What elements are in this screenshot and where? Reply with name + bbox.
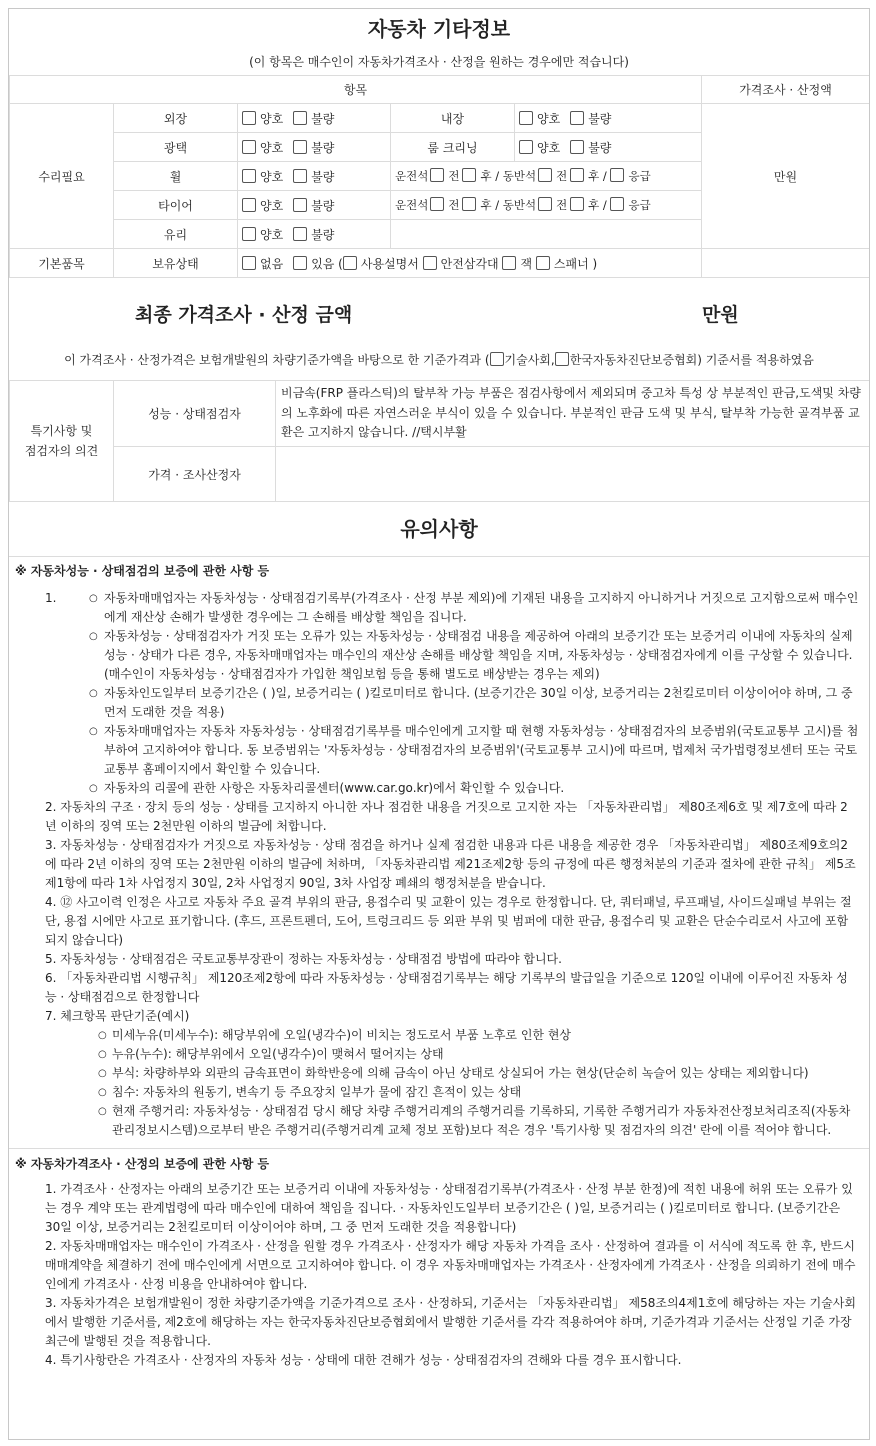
gloss-options: 양호 불량 <box>238 133 391 162</box>
label-room-cleaning: 룸 크리닝 <box>391 133 515 162</box>
note-4: 4. ⑫ 사고이력 인정은 사고로 자동차 주요 골격 부위의 판금, 용접수리 및 교환이 있는 경우로 한정합니다. 단, 쿼터패널, 루프패널, 사이드실패널 부위는 절단, 용접 시에만 사고로 표기합니다. (후드, 프론트펜더, 도어, 트렁크리드 등 외판 부위 및 범퍼에 대한 판금, 용접수리 및 교환은 단순수리로서 사고에 포함되지 않습니다) <box>45 895 852 947</box>
tire-passenger-front-checkbox[interactable] <box>538 197 552 211</box>
glass-empty-cell <box>391 220 702 249</box>
glass-bad-checkbox[interactable] <box>293 227 307 241</box>
price-note-3: 3. 자동차가격은 보험개발원이 정한 차량기준가액을 기준가격으로 조사 · 산정하되, 기준서는 「자동차관리법」 제58조의4제1호에 해당하는 자는 기술사회에서 발행한 기준서를, 제2호에 해당하는 자는 한국자동차진단보증협회에서 발행한 기준서를 각각 적용하여야 하며, 기준가격과 기준서는 산정일 기준 가장 최근에 발행된 것을 적용합니다. <box>45 1296 856 1348</box>
check-criteria-item: ○ 미세누유(미세누수): 해당부위에 오일(냉각수)이 비치는 정도로서 부품 노후로 인한 현상 <box>9 1026 869 1045</box>
interior-good-checkbox[interactable] <box>519 111 533 125</box>
note-1-bullet: ○ 자동차성능 · 상태점검자가 거짓 또는 오류가 있는 자동차성능 · 상태점검 내용을 제공하여 아래의 보증기간 또는 보증거리 이내에 자동차의 실제 성능 · 상태가 다른 경우, 자동차매매업자는 매수인의 재산상 손해를 배상할 책임을 지며, 자동차성능 · 상태점검자에게 이를 구상할 수 있습니다.(매수인이 자동차성능 · 상태점검자가 가입한 책임보험 등을 통해 별도로 배상받는 경우는 제외) <box>89 629 853 681</box>
perf-inspector-opinion: 비금속(FRP 플라스틱)의 탈부착 가능 부품은 점검사항에서 제외되며 중고차 특성 상 부분적인 판금,도색및 차량의 노후화에 따른 자연스러운 부식이 있을 수 있습니다. 부분적인 판금 도색 및 부식, 탈부착 가능한 골격부품 교환은 고지하지 않습니다. //택시부활 <box>276 381 870 447</box>
note-1-bullet: 1. ○ 자동차매매업자는 자동차성능 · 상태점검기록부(가격조사 · 산정 부분 제외)에 기재된 내용을 고지하지 아니하거나 거짓으로 고지함으로써 매수인에게 재산상 손해가 발생한 경우에는 그 손해를 배상할 책임을 집니다. <box>45 591 859 624</box>
note-6: 6. 「자동차관리법 시행규칙」 제120조제2항에 따라 자동차성능 · 상태점검기록부는 해당 기록부의 발급일을 기준으로 120일 이내에 이루어진 자동차 성능 · 상태점검으로 한정합니다 <box>45 971 848 1004</box>
exterior-options: 양호 불량 <box>238 104 391 133</box>
repair-needed-label: 수리필요 <box>10 104 114 249</box>
bullet-icon: ○ <box>98 1068 107 1079</box>
glass-good-checkbox[interactable] <box>242 227 256 241</box>
check-criteria-item: ○ 현재 주행거리: 자동차성능 · 상태점검 당시 해당 차량 주행거리계의 주행거리를 기록하되, 기록한 주행거리가 자동차전산정보처리조직(자동차관리정보시스템)으로부터 받은 주행거리(주행거리계 교체 정보 포함)보다 적은 경우 '특기사항 및 점검자의 의견' 란에 이를 적어야 합니다. <box>98 1104 851 1137</box>
col-header-item: 항목 <box>10 76 702 104</box>
triangle-checkbox[interactable] <box>423 256 437 270</box>
room-cleaning-good-checkbox[interactable] <box>519 140 533 154</box>
exterior-bad-checkbox[interactable] <box>293 111 307 125</box>
room-cleaning-bad-checkbox[interactable] <box>570 140 584 154</box>
notes-body <box>9 557 869 1370</box>
tire-spare-checkbox[interactable] <box>610 197 624 211</box>
note-1-bullet: ○ 자동차매매업자는 자동차 자동차성능 · 상태점검기록부를 매수인에게 고지할 때 현행 자동차성능 · 상태점검자의 보증범위(국토교통부 고시)를 첨부하여 고지하여야 합니다. 동 보증범위는 '자동차성능 · 상태점검자의 보증범위'(국토교통부 고시)에 따르며, 법제처 국가법령정보센터 또는 국토교통부 홈페이지에서 확인할 수 있습니다. <box>89 724 859 776</box>
spanner-checkbox[interactable] <box>536 256 550 270</box>
final-price-section <box>9 278 869 340</box>
manual-checkbox[interactable] <box>343 256 357 270</box>
check-criteria-item: ○ 누유(누수): 해당부위에서 오일(냉각수)이 맺혀서 떨어지는 상태 <box>9 1045 869 1064</box>
tire-options: 양호 불량 <box>238 191 391 220</box>
bullet-icon: ○ <box>89 593 98 604</box>
wheel-driver-front-checkbox[interactable] <box>430 168 444 182</box>
note-1-number: 1. <box>45 591 57 605</box>
label-gloss: 광택 <box>114 133 238 162</box>
bullet-icon: ○ <box>98 1049 107 1060</box>
note-2: 2. 자동차의 구조 · 장치 등의 성능 · 상태를 고지하지 아니한 자나 점검한 내용을 거짓으로 고지한 자는 「자동차관리법」 제80조제6호 및 제7호에 따라 2년 이하의 징역 또는 2천만원 이하의 벌금에 처합니다. <box>45 800 848 833</box>
interior-options: 양호 불량 <box>515 104 702 133</box>
price-assessor-opinion <box>276 447 870 502</box>
bullet-icon: ○ <box>98 1106 107 1117</box>
notes-title: 유의사항 <box>9 502 869 557</box>
items-none-checkbox[interactable] <box>242 256 256 270</box>
tire-good-checkbox[interactable] <box>242 198 256 212</box>
wheel-position-options: 운전석 전 후 / 동반석 전 후 / 응급 <box>391 162 702 191</box>
tire-bad-checkbox[interactable] <box>293 198 307 212</box>
price-basis-statement: 이 가격조사 · 산정가격은 보험개발원의 차량기준가액을 바탕으로 한 기준가격과 ( 기술사회, 한국자동차진단보증협회) 기준서를 적용하였음 <box>9 340 869 381</box>
gloss-good-checkbox[interactable] <box>242 140 256 154</box>
label-tire: 타이어 <box>114 191 238 220</box>
interior-bad-checkbox[interactable] <box>570 111 584 125</box>
note-1-bullet: ○ 자동차인도일부터 보증기간은 ( )일, 보증거리는 ( )킬로미터로 합니다. (보증기간은 30일 이상, 보증거리는 2천킬로미터 이상이어야 하며, 그 중 먼저 도래한 것을 적용) <box>89 686 853 719</box>
wheel-spare-checkbox[interactable] <box>610 168 624 182</box>
note-7: 7. 체크항목 판단기준(예시) <box>45 1009 190 1023</box>
price-note-4: 4. 특기사항란은 가격조사 · 산정자의 자동차 성능 · 상태에 대한 견해가 성능 · 상태점검자의 견해와 다를 경우 표시합니다. <box>45 1353 682 1367</box>
exterior-good-checkbox[interactable] <box>242 111 256 125</box>
notes-section-1-title: ※ 자동차성능 · 상태점검의 보증에 관한 사항 등 <box>15 564 270 578</box>
basic-items-price-cell <box>702 249 870 278</box>
wheel-driver-rear-checkbox[interactable] <box>462 168 476 182</box>
basis-kadia-checkbox[interactable] <box>555 352 569 366</box>
room-cleaning-options: 양호 불량 <box>515 133 702 162</box>
basis-engineer-society-checkbox[interactable] <box>490 352 504 366</box>
wheel-passenger-rear-checkbox[interactable] <box>570 168 584 182</box>
wheel-bad-checkbox[interactable] <box>293 169 307 183</box>
final-price-unit: 만원 <box>702 304 739 326</box>
note-1-bullet: ○ 자동차의 리콜에 관한 사항은 자동차리콜센터(www.car.go.kr)에서 확인할 수 있습니다. <box>9 779 869 798</box>
bullet-icon: ○ <box>89 726 98 737</box>
perf-inspector-label: 성능 · 상태점검자 <box>114 381 276 447</box>
check-criteria-item: ○ 부식: 차량하부와 외판의 금속표면이 화학반응에 의해 금속이 아닌 상태로 상실되어 가는 현상(단순히 녹슬어 있는 상태는 제외합니다) <box>9 1064 869 1083</box>
bullet-icon: ○ <box>98 1087 107 1098</box>
check-criteria-item: ○ 침수: 자동차의 원동기, 변속기 등 주요장치 일부가 물에 잠긴 흔적이 있는 상태 <box>9 1083 869 1102</box>
opinion-label: 특기사항 및 점검자의 의견 <box>10 381 114 502</box>
tire-driver-front-checkbox[interactable] <box>430 197 444 211</box>
label-glass: 유리 <box>114 220 238 249</box>
label-exterior: 외장 <box>114 104 238 133</box>
tire-passenger-rear-checkbox[interactable] <box>570 197 584 211</box>
bullet-icon: ○ <box>89 688 98 699</box>
label-interior: 내장 <box>391 104 515 133</box>
price-assessor-label: 가격 · 조사산정자 <box>114 447 276 502</box>
page-subtitle: (이 항목은 매수인이 자동차가격조사 · 산정을 원하는 경우에만 적습니다) <box>249 55 629 69</box>
basic-items-options: 없음 있음 ( 사용설명서 안전삼각대 잭 스패너 ) <box>238 249 702 278</box>
wheel-passenger-front-checkbox[interactable] <box>538 168 552 182</box>
basic-items-label: 기본품목 <box>10 249 114 278</box>
note-5: 5. 자동차성능 · 상태점검은 국토교통부장관이 정하는 자동차성능 · 상태점검 방법에 따라야 합니다. <box>45 952 562 966</box>
glass-options: 양호 불량 <box>238 220 391 249</box>
bullet-icon: ○ <box>98 1030 107 1041</box>
jack-checkbox[interactable] <box>502 256 516 270</box>
wheel-good-checkbox[interactable] <box>242 169 256 183</box>
wheel-options: 양호 불량 <box>238 162 391 191</box>
gloss-bad-checkbox[interactable] <box>293 140 307 154</box>
col-header-price: 가격조사 · 산정액 <box>702 76 870 104</box>
page-title: 자동차 기타정보 <box>367 17 511 41</box>
label-wheel: 휠 <box>114 162 238 191</box>
tire-driver-rear-checkbox[interactable] <box>462 197 476 211</box>
bullet-icon: ○ <box>89 631 98 642</box>
opinion-table <box>9 380 870 502</box>
final-price-label: 최종 가격조사 · 산정 금액 <box>135 304 353 326</box>
items-exists-checkbox[interactable] <box>293 256 307 270</box>
notes-section-2-title: ※ 자동차가격조사 · 산정의 보증에 관한 사항 등 <box>15 1157 270 1171</box>
price-unit: 만원 <box>702 104 870 249</box>
price-note-1: 1. 가격조사 · 산정자는 아래의 보증기간 또는 보증거리 이내에 자동차성능 · 상태점검기록부(가격조사 · 산정 부분 한정)에 적힌 내용에 허위 또는 오류가 있는 경우 계약 또는 관계법령에 따라 매수인에 대하여 책임을 집니다. · 자동차인도일부터 보증기간은 ( )일, 보증거리는 ( )킬로미터로 합니다. (보증기간은 30일 이상, 보증거리는 2천킬로미터 이상이어야 하며, 그 중 먼저 도래한 것을 적용합니다) <box>45 1182 853 1234</box>
bullet-icon: ○ <box>89 783 98 794</box>
document-frame <box>8 8 870 1440</box>
tire-position-options: 운전석 전 후 / 동반석 전 후 / 응급 <box>391 191 702 220</box>
note-3: 3. 자동차성능 · 상태점검자가 거짓으로 자동차성능 · 상태 점검을 하거나 실제 점검한 내용과 다른 내용을 제공한 경우 「자동차관리법」 제80조제9호의2에 따라 2년 이하의 징역 또는 2천만원 이하의 벌금에 처하며, 「자동차관리법 제21조제2항 등의 규정에 따른 행정처분의 기준과 절차에 관한 규칙」 제5조제1항에 따라 1차 사업정지 30일, 2차 사업정지 90일, 3차 사업장 폐쇄의 행정처분을 받습니다. <box>45 838 856 890</box>
possession-label: 보유상태 <box>114 249 238 278</box>
price-note-2: 2. 자동차매매업자는 매수인이 가격조사 · 산정을 원할 경우 가격조사 · 산정자가 해당 자동차 가격을 조사 · 산정하여 결과를 이 서식에 적도록 한 후, 반드시 매매계약을 체결하기 전에 매수인에게 서면으로 고지하여야 합니다. 이 경우 자동차매매업자는 가격조사 · 산정자에게 가격조사 · 산정을 의뢰하기 전에 매수인에게 가격조사 · 산정 비용을 안내하여야 합니다. <box>45 1239 856 1291</box>
vehicle-info-table <box>9 75 870 278</box>
